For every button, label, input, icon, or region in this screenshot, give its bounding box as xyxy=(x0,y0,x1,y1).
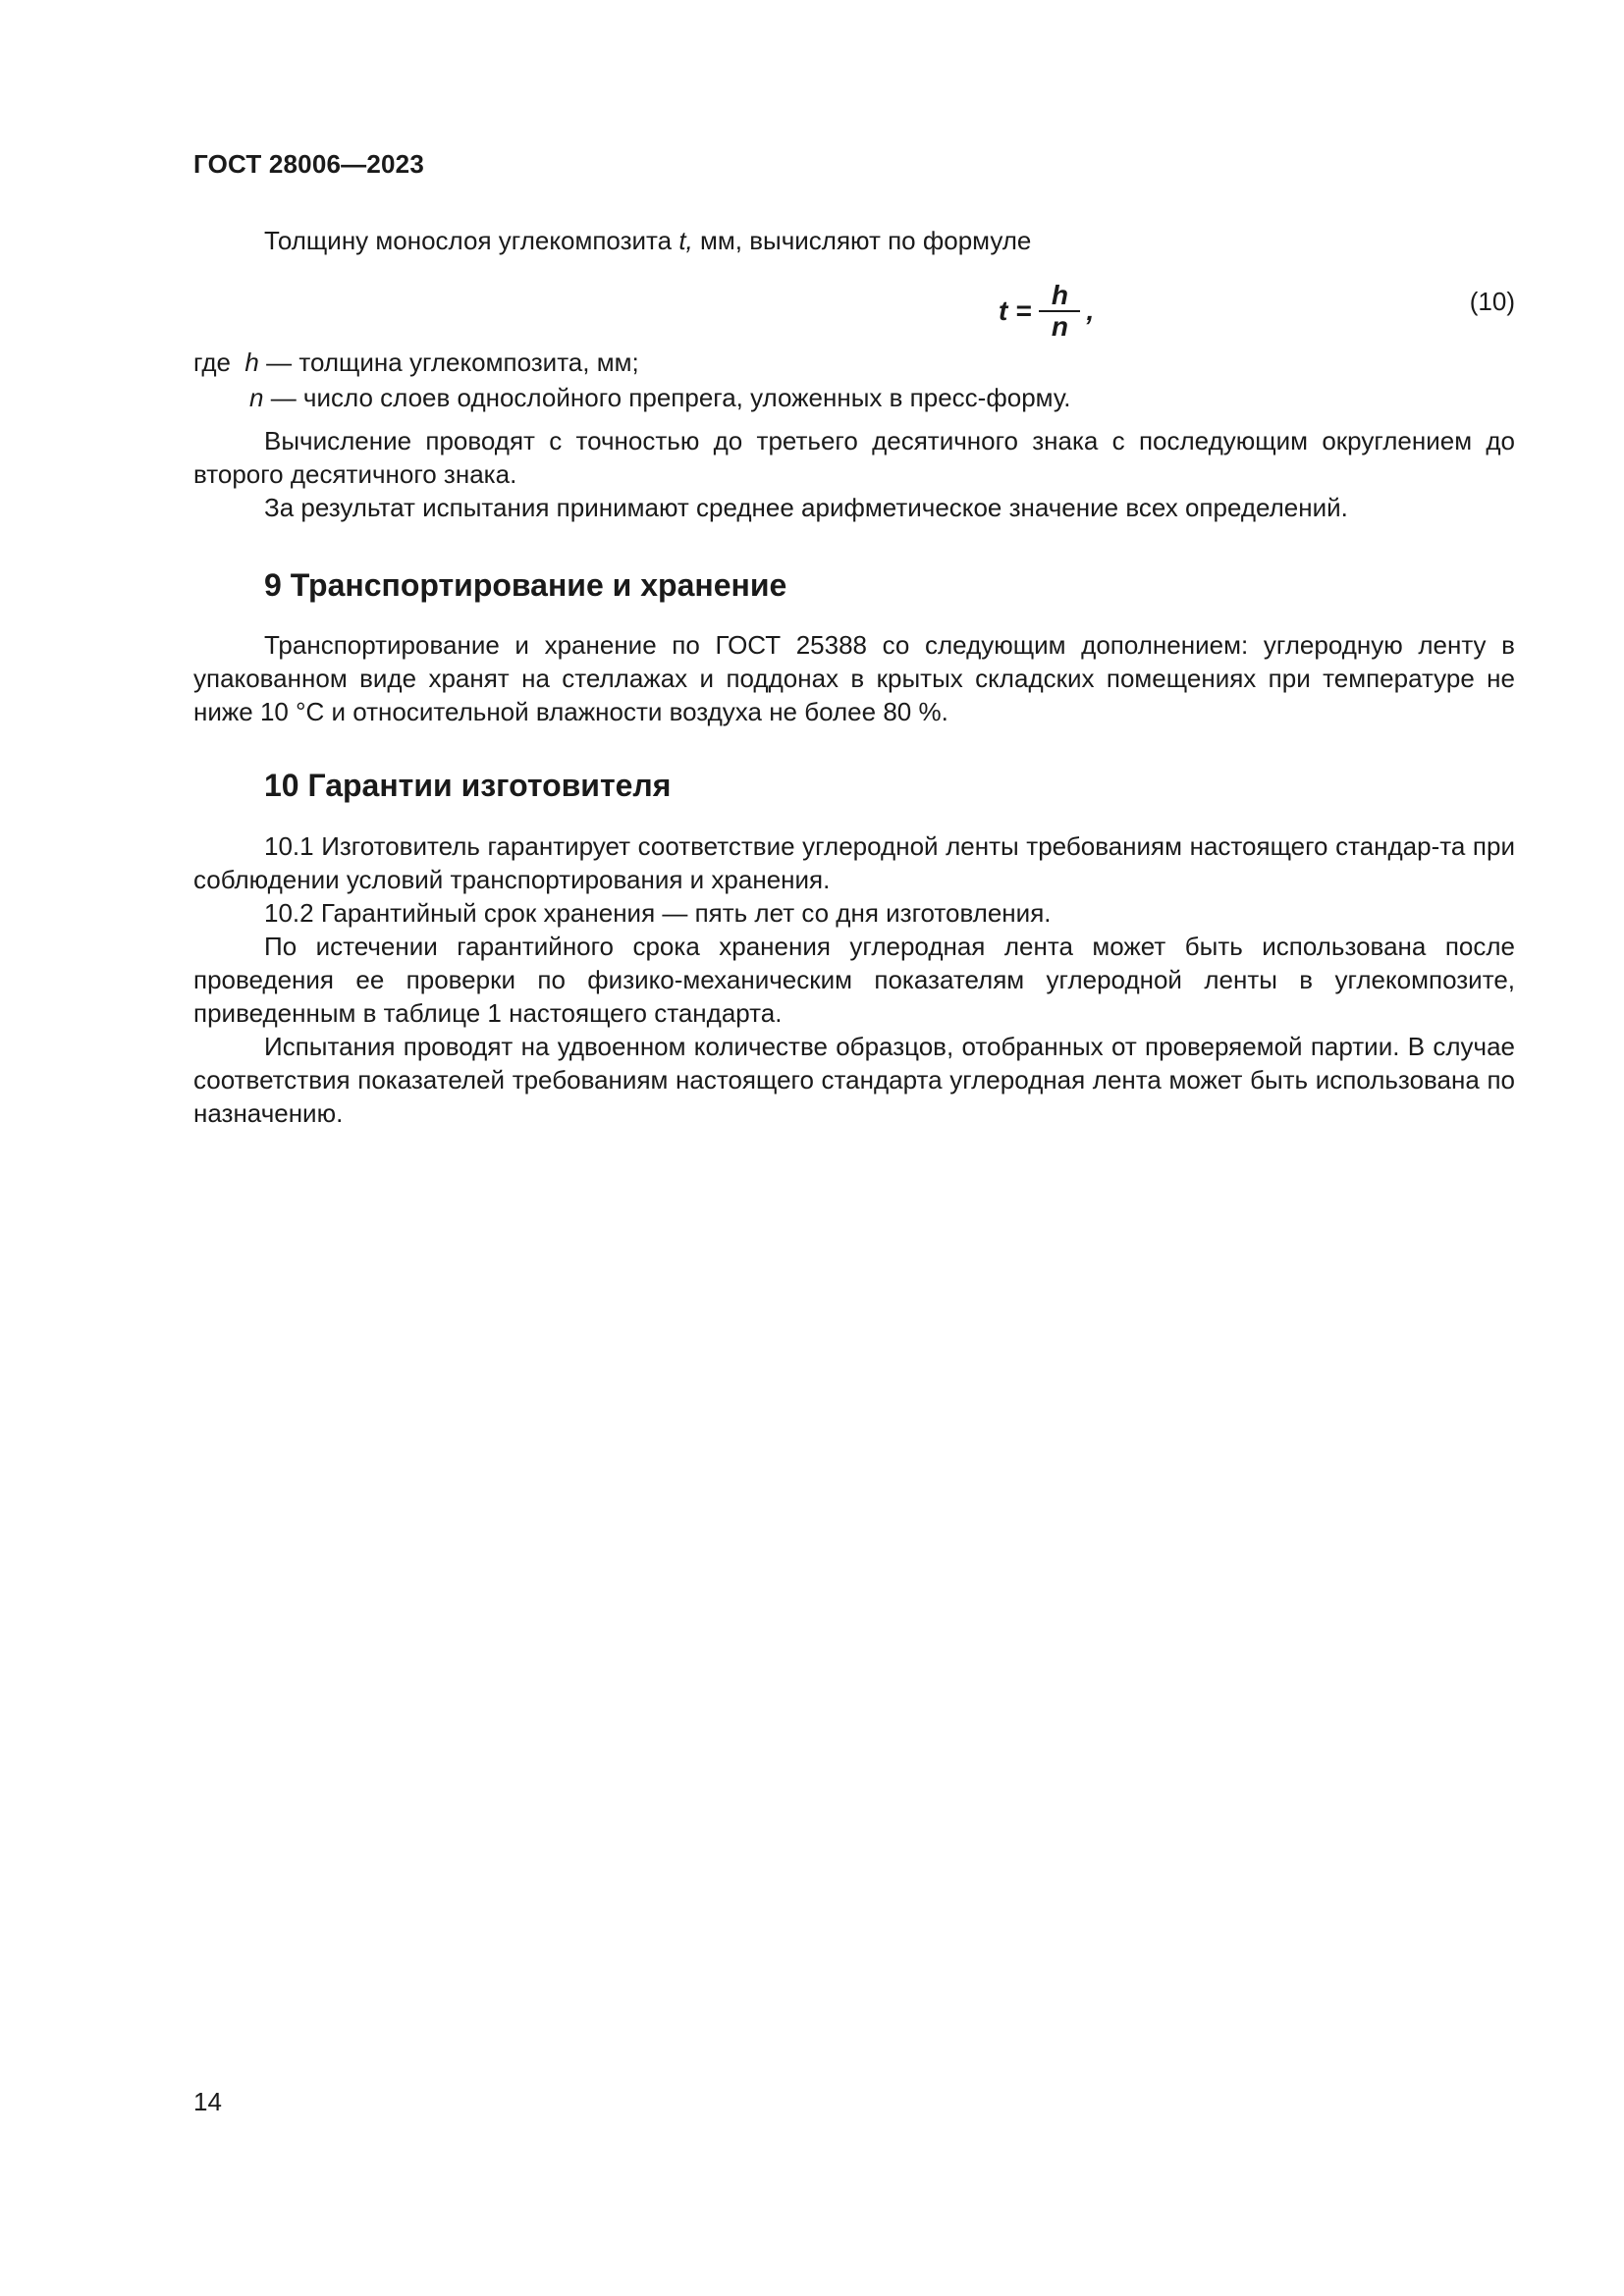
formula-fraction xyxy=(1039,281,1080,342)
formula-trailing: , xyxy=(1086,295,1095,326)
where-text-n: — число слоев однослойного препрега, уложенных в пресс-форму. xyxy=(263,383,1071,412)
where-text-h: — толщина углекомпозита, мм; xyxy=(258,347,639,377)
calculation-paragraphs xyxy=(193,424,1515,524)
intro-text-after: мм, вычисляют по формуле xyxy=(692,226,1032,255)
page-number: 14 xyxy=(193,2087,222,2116)
formula-lhs: t = xyxy=(999,295,1032,326)
calc-paragraph-1: Вычисление проводят с точностью до третьего десятичного знака с последующим округлением до второго десятичного знака. xyxy=(193,426,1515,489)
where-symbol-n: n xyxy=(249,383,264,412)
section-10-body xyxy=(193,829,1515,1130)
formula-numerator: h xyxy=(1051,280,1069,310)
formula-row xyxy=(193,277,1515,342)
formula xyxy=(999,281,1094,342)
section-10-paragraph-1: 10.1 Изготовитель гарантирует соответствие углеродной ленты требованиям настоящего стандар-та при соблюдении условий транспортирования и хранения. xyxy=(193,831,1515,894)
document-header: ГОСТ 28006—2023 xyxy=(193,149,424,179)
formula-intro-paragraph xyxy=(193,224,1515,257)
section-10-paragraph-3: По истечении гарантийного срока хранения углеродная лента может быть использована после проведения ее проверки по физико-механическим показателям углеродной ленты в углекомпозите, приведенным в таблице 1 настоящего стандарта. xyxy=(193,932,1515,1028)
intro-text-before: Толщину монослоя углекомпозита xyxy=(264,226,679,255)
section-9-body xyxy=(193,628,1515,728)
equation-number: (10) xyxy=(1469,287,1515,316)
formula-denominator: n xyxy=(1051,311,1069,342)
section-9-heading: 9 Транспортирование и хранение xyxy=(264,567,787,603)
section-9-paragraph-1: Транспортирование и хранение по ГОСТ 25388 со следующим дополнением: углеродную ленту в упакованном виде хранят на стеллажах и поддонах в крытых складских помещениях при температуре не ниже 10 °С и относительной влажности воздуха не более 80 %. xyxy=(193,630,1515,726)
calc-paragraph-2: За результат испытания принимают среднее арифметическое значение всех определений. xyxy=(264,493,1348,522)
formula-intro xyxy=(193,224,1515,257)
where-item-n xyxy=(249,381,1070,414)
section-10-heading: 10 Гарантии изготовителя xyxy=(264,768,672,803)
where-item-h xyxy=(193,346,639,379)
where-prefix: где xyxy=(193,347,231,377)
section-10-paragraph-2: 10.2 Гарантийный срок хранения — пять лет со дня изготовления. xyxy=(264,898,1052,928)
where-symbol-h: h xyxy=(244,347,259,377)
intro-variable: t, xyxy=(678,226,693,255)
section-10-paragraph-4: Испытания проводят на удвоенном количестве образцов, отобранных от проверяемой партии. В случае соответствия показателей требованиям настоящего стандарта углеродная лента может быть использована по назначению. xyxy=(193,1032,1515,1128)
